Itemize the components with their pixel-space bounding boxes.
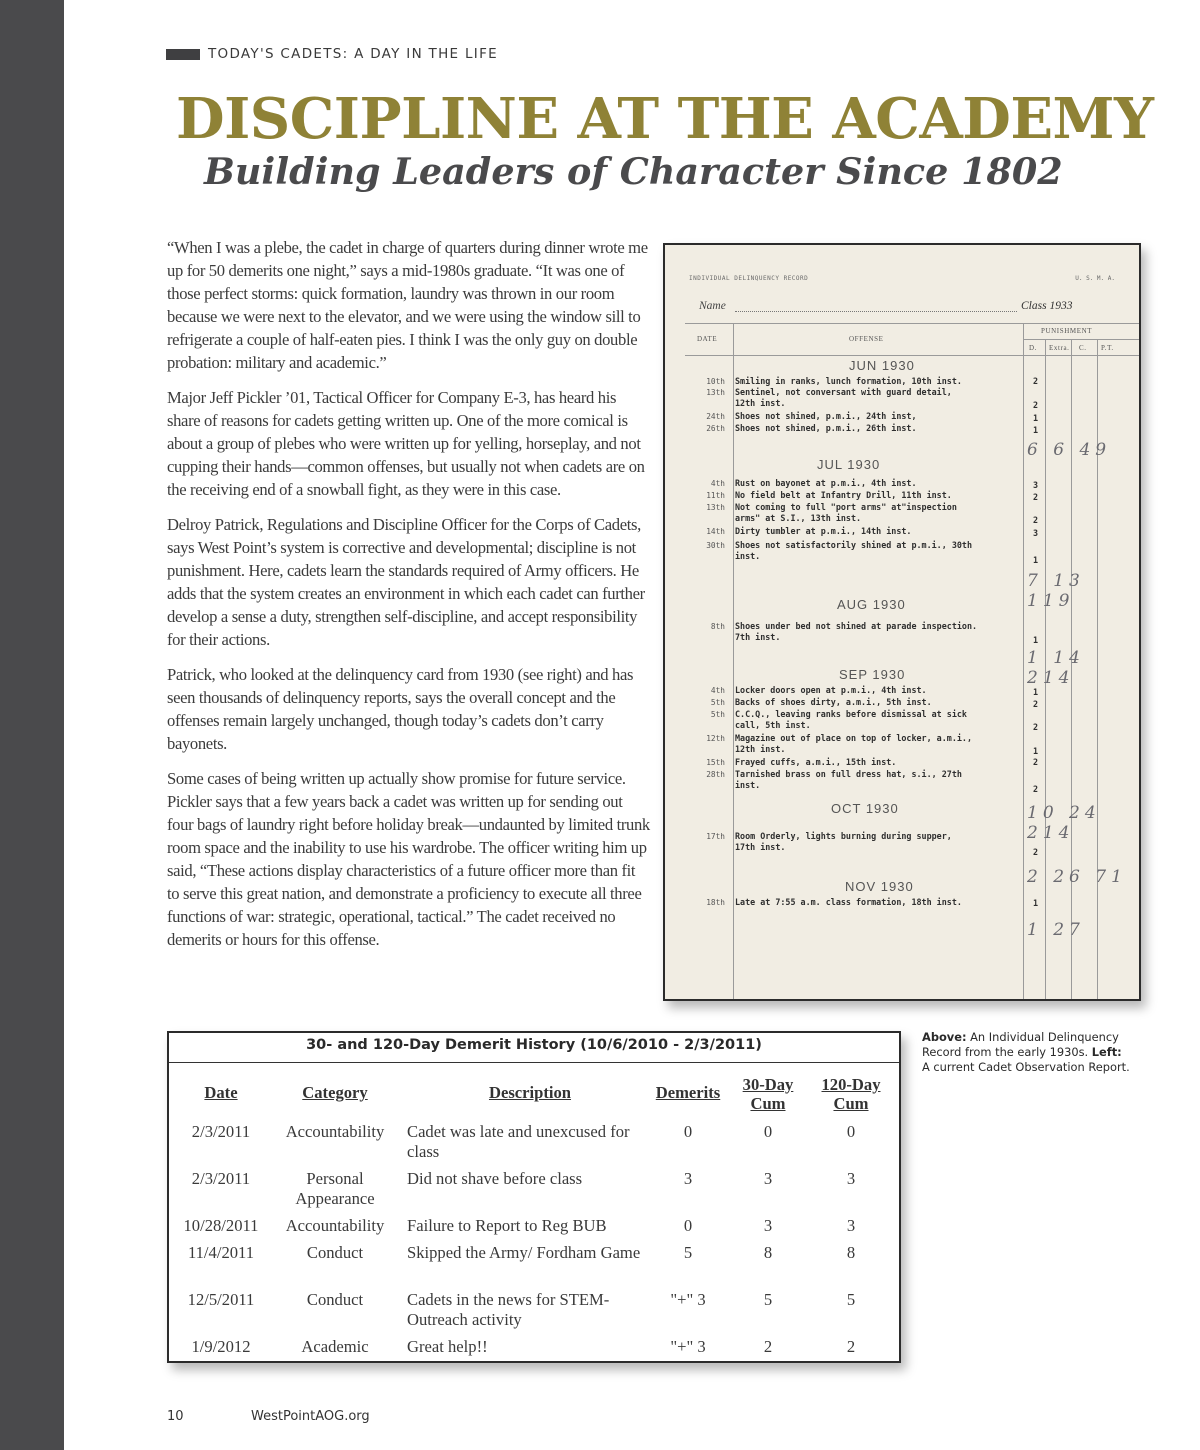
- record-entry-demerits: 2: [1033, 376, 1039, 386]
- record-handwritten-tally: 6 6 49: [1027, 440, 1112, 460]
- delinquency-record-image: [663, 243, 1141, 1001]
- record-entry-text: C.C.Q., leaving ranks before dismissal at sick: [735, 709, 967, 719]
- record-entry-demerits: 2: [1033, 722, 1039, 732]
- cell-demerits: 0: [683, 1122, 693, 1141]
- record-entry-date: 18th: [706, 898, 725, 907]
- record-entry-text: Locker doors open at p.m.i., 4th inst.: [735, 685, 927, 695]
- record-handwritten-tally: 1 27: [1027, 920, 1085, 940]
- record-punishment-header: PUNISHMENT: [1041, 327, 1093, 335]
- record-entry-text: Tarnished brass on full dress hat, s.i., 27th: [735, 769, 962, 779]
- record-rule: [1023, 339, 1139, 340]
- record-handwritten-tally: 7 13 119: [1027, 571, 1085, 611]
- footer-site-link[interactable]: WestPointAOG.org: [251, 1409, 370, 1424]
- article-paragraph: Patrick, who looked at the delinquency card from 1930 (see right) and has seen thousands of delinquency reports, says the overall concept and the offenses remain largely unchanged, though today’s cadets don’t carry bayonets.: [167, 665, 634, 753]
- record-entry-date: 8th: [710, 622, 725, 631]
- record-entry-text: No field belt at Infantry Drill, 11th inst.: [735, 490, 952, 500]
- record-pun-col: C.: [1079, 344, 1087, 352]
- record-month: JUL 1930: [817, 457, 881, 472]
- article-paragraph: “When I was a plebe, the cadet in charge of quarters during dinner wrote me up for 50 demerits one night,” says a mid-1980s graduate. “It was one of those perfect storms: quick formation, laundry was thrown in our room because we were next to the elevator, and we were using the window sill to refrigerate a couple of half-eaten pies. I think I was the only guy on double probation: military and academic.”: [167, 238, 648, 372]
- record-date-header: DATE: [697, 335, 718, 343]
- record-entry-date: 17th: [706, 832, 725, 841]
- cell-category: Academic: [301, 1337, 369, 1356]
- cell-demerits: "+" 3: [670, 1290, 706, 1309]
- record-entry-date: 13th: [706, 388, 725, 397]
- record-pun-col: Extra.: [1049, 344, 1070, 352]
- record-handwritten-tally: 1 14 214: [1027, 648, 1085, 688]
- record-col-divider: [1023, 323, 1024, 1001]
- record-entry-text: Frayed cuffs, a.m.i., 15th inst.: [735, 757, 897, 767]
- record-entry-demerits: 2: [1033, 492, 1039, 502]
- cell-120-day: 3: [846, 1216, 856, 1235]
- cell-description: Cadet was late and unexcused for class: [407, 1122, 630, 1161]
- record-entry-demerits: 1: [1033, 898, 1039, 908]
- column-header-30-day: 30-Day Cum: [742, 1075, 794, 1113]
- record-rule: [685, 323, 1139, 324]
- record-entry-date: 4th: [710, 686, 725, 695]
- record-entry-text: 12th inst.: [735, 398, 786, 408]
- cell-date: 1/9/2012: [191, 1337, 251, 1356]
- record-entry-demerits: 3: [1033, 528, 1039, 538]
- figure-caption: [922, 1030, 1132, 1075]
- cell-description: Cadets in the news for STEM-Outreach activity: [407, 1290, 610, 1329]
- record-month: OCT 1930: [831, 801, 899, 816]
- cell-120-day: 2: [846, 1337, 856, 1356]
- article-body: [167, 236, 651, 963]
- cell-description: Great help!!: [407, 1337, 488, 1356]
- record-entry-date: 11th: [706, 491, 725, 500]
- record-entry-date: 4th: [710, 479, 725, 488]
- caption-above-label: Above:: [922, 1030, 967, 1044]
- record-entry-date: 12th: [706, 734, 725, 743]
- cell-30-day: 5: [763, 1290, 773, 1309]
- record-entry-demerits: 3: [1033, 480, 1039, 490]
- caption-above-text: An Individual Delinquency Record from the early 1930s.: [922, 1030, 1119, 1059]
- record-entry-text: Dirty tumbler at p.m.i., 14th inst.: [735, 526, 912, 536]
- record-entry-text: Backs of shoes dirty, a.m.i., 5th inst.: [735, 697, 932, 707]
- record-entry-text: Shoes not satisfactorily shined at p.m.i., 30th: [735, 540, 972, 550]
- record-entry-date: 26th: [706, 424, 725, 433]
- record-entry-text: Rust on bayonet at p.m.i., 4th inst.: [735, 478, 917, 488]
- demerit-history-table: [167, 1031, 901, 1363]
- record-entry-text: 17th inst.: [735, 842, 786, 852]
- column-header-120-day: 120-Day Cum: [821, 1075, 881, 1113]
- record-entry-demerits: 1: [1033, 555, 1039, 565]
- cell-30-day: 3: [763, 1169, 773, 1188]
- cell-120-day: 3: [846, 1169, 856, 1188]
- record-entry-text: call, 5th inst.: [735, 720, 811, 730]
- record-entry-demerits: 1: [1033, 425, 1039, 435]
- record-class-label: Class 1933: [1021, 300, 1073, 312]
- record-entry-demerits: 1: [1033, 746, 1039, 756]
- cell-30-day: 2: [763, 1337, 773, 1356]
- column-header-date: Date: [204, 1083, 238, 1102]
- record-entry-text: Sentinel, not conversant with guard detail,: [735, 387, 952, 397]
- cell-date: 12/5/2011: [187, 1290, 255, 1309]
- record-entry-demerits: 1: [1033, 687, 1039, 697]
- record-entry-date: 14th: [706, 527, 725, 536]
- record-name-label: Name: [699, 300, 726, 312]
- record-entry-text: Late at 7:55 a.m. class formation, 18th inst.: [735, 897, 962, 907]
- cell-category: Accountability: [285, 1122, 385, 1141]
- record-entry-text: arms" at S.I., 13th inst.: [735, 513, 862, 523]
- kicker-text: TODAY'S CADETS: A DAY IN THE LIFE: [208, 46, 498, 62]
- record-entry-text: Room Orderly, lights burning during supper,: [735, 831, 952, 841]
- cell-description: Skipped the Army/ Fordham Game: [407, 1243, 641, 1262]
- record-col-divider: [733, 323, 734, 1001]
- record-entry-text: Magazine out of place on top of locker, a.m.i.,: [735, 733, 972, 743]
- record-entry-date: 24th: [706, 412, 725, 421]
- record-entry-demerits: 2: [1033, 757, 1039, 767]
- section-kicker: [166, 46, 498, 62]
- record-entry-demerits: 2: [1033, 515, 1039, 525]
- cell-demerits: "+" 3: [670, 1337, 706, 1356]
- record-entry-text: Shoes not shined, p.m.i., 26th inst.: [735, 423, 917, 433]
- record-pun-col: P.T.: [1101, 344, 1114, 352]
- cell-date: 10/28/2011: [183, 1216, 259, 1235]
- record-entry-date: 10th: [706, 377, 725, 386]
- cell-category: Conduct: [306, 1290, 364, 1309]
- demerit-title-rule: [169, 1062, 899, 1063]
- cell-demerits: 0: [683, 1216, 693, 1235]
- record-month: AUG 1930: [837, 597, 906, 612]
- record-entry-date: 5th: [710, 698, 725, 707]
- record-entry-text: inst.: [735, 551, 761, 561]
- kicker-bar-mark: [166, 49, 200, 60]
- record-entry-text: Shoes not shined, p.m.i., 24th inst,: [735, 411, 917, 421]
- record-entry-text: Not coming to full "port arms" at"inspection: [735, 502, 957, 512]
- record-entry-date: 13th: [706, 503, 725, 512]
- record-entry-demerits: 2: [1033, 784, 1039, 794]
- page-number: 10: [167, 1409, 184, 1424]
- cell-120-day: 8: [846, 1243, 856, 1262]
- record-entry-text: 7th inst.: [735, 632, 781, 642]
- left-margin-bar: [0, 0, 64, 1450]
- record-entry-demerits: 1: [1033, 413, 1039, 423]
- record-name-line: [735, 311, 1017, 312]
- record-entry-text: inst.: [735, 780, 761, 790]
- record-entry-date: 15th: [706, 758, 725, 767]
- column-header-description: Description: [488, 1083, 572, 1102]
- cell-category: Conduct: [306, 1243, 364, 1262]
- record-form-code: U. S. M. A.: [1075, 275, 1115, 282]
- page-subtitle: Building Leaders of Character Since 1802: [204, 150, 1063, 193]
- article-paragraph: Delroy Patrick, Regulations and Discipline Officer for the Corps of Cadets, says West Point’s system is corrective and developmental; discipline is not punishment. Here, cadets learn the standards required of Army officers. He adds that the system creates an environment in which each cadet can further develop a sense a duty, strengthen self-discipline, and accept responsibility for their actions.: [167, 515, 645, 649]
- record-offense-header: OFFENSE: [849, 335, 884, 343]
- demerit-table-title: 30- and 120-Day Demerit History (10/6/2010 - 2/3/2011): [306, 1037, 762, 1053]
- cell-120-day: 5: [846, 1290, 856, 1309]
- cell-category: Accountability: [285, 1216, 385, 1235]
- column-header-demerits: Demerits: [655, 1083, 721, 1102]
- cell-30-day: 8: [763, 1243, 773, 1262]
- cell-demerits: 5: [683, 1243, 693, 1262]
- record-entry-date: 30th: [706, 541, 725, 550]
- cell-date: 11/4/2011: [187, 1243, 255, 1262]
- record-month: JUN 1930: [849, 358, 915, 373]
- record-entry-demerits: 2: [1033, 847, 1039, 857]
- record-entry-text: 12th inst.: [735, 744, 786, 754]
- record-entry-demerits: 1: [1033, 635, 1039, 645]
- cell-demerits: 3: [683, 1169, 693, 1188]
- cell-120-day: 0: [846, 1122, 856, 1141]
- article-paragraph: Some cases of being written up actually show promise for future service. Pickler says that a few years back a cadet was written up for sending out four bags of laundry right before holiday break—undaunted by limited trunk room space and the inability to use his wardrobe. The officer writing him up said, “These actions display characteristics of a future officer more than fit to serve this great nation, and demonstrate a proficiency to execute all three functions of war: strategic, operational, tactical.” The cadet received no demerits or hours for this offense.: [167, 769, 650, 949]
- record-entry-date: 28th: [706, 770, 725, 779]
- record-entry-text: Smiling in ranks, lunch formation, 10th inst.: [735, 376, 962, 386]
- record-form-id: INDIVIDUAL DELINQUENCY RECORD: [689, 275, 809, 282]
- record-handwritten-tally: 2 26 71: [1027, 867, 1127, 887]
- record-entry-text: Shoes under bed not shined at parade inspection.: [735, 621, 978, 631]
- record-entry-demerits: 2: [1033, 400, 1039, 410]
- record-entry-date: 5th: [710, 710, 725, 719]
- article-paragraph: Major Jeff Pickler ’01, Tactical Officer for Company E-3, has heard his share of reasons for cadets getting written up. One of the more comical is about a group of plebes who were written up for yelling, horseplay, and not cupping their hands—common offenses, but usually not when cadets are on the receiving end of a snowball fight, as they were in this case.: [167, 388, 645, 499]
- cell-category: Personal Appearance: [295, 1169, 375, 1208]
- record-month: NOV 1930: [845, 879, 914, 894]
- cell-date: 2/3/2011: [191, 1122, 251, 1141]
- caption-left-text: A current Cadet Observation Report.: [922, 1060, 1130, 1074]
- record-pun-col: D.: [1029, 344, 1038, 352]
- record-month: SEP 1930: [839, 667, 906, 682]
- record-entry-demerits: 2: [1033, 699, 1039, 709]
- caption-left-label: Left:: [1091, 1045, 1122, 1059]
- page-title: DISCIPLINE AT THE ACADEMY: [176, 86, 1154, 152]
- column-header-category: Category: [302, 1083, 368, 1102]
- cell-30-day: 3: [763, 1216, 773, 1235]
- cell-date: 2/3/2011: [191, 1169, 251, 1188]
- cell-description: Did not shave before class: [407, 1169, 583, 1188]
- cell-description: Failure to Report to Reg BUB: [407, 1216, 607, 1235]
- record-handwritten-tally: 10 24 214: [1027, 803, 1101, 843]
- cell-30-day: 0: [763, 1122, 773, 1141]
